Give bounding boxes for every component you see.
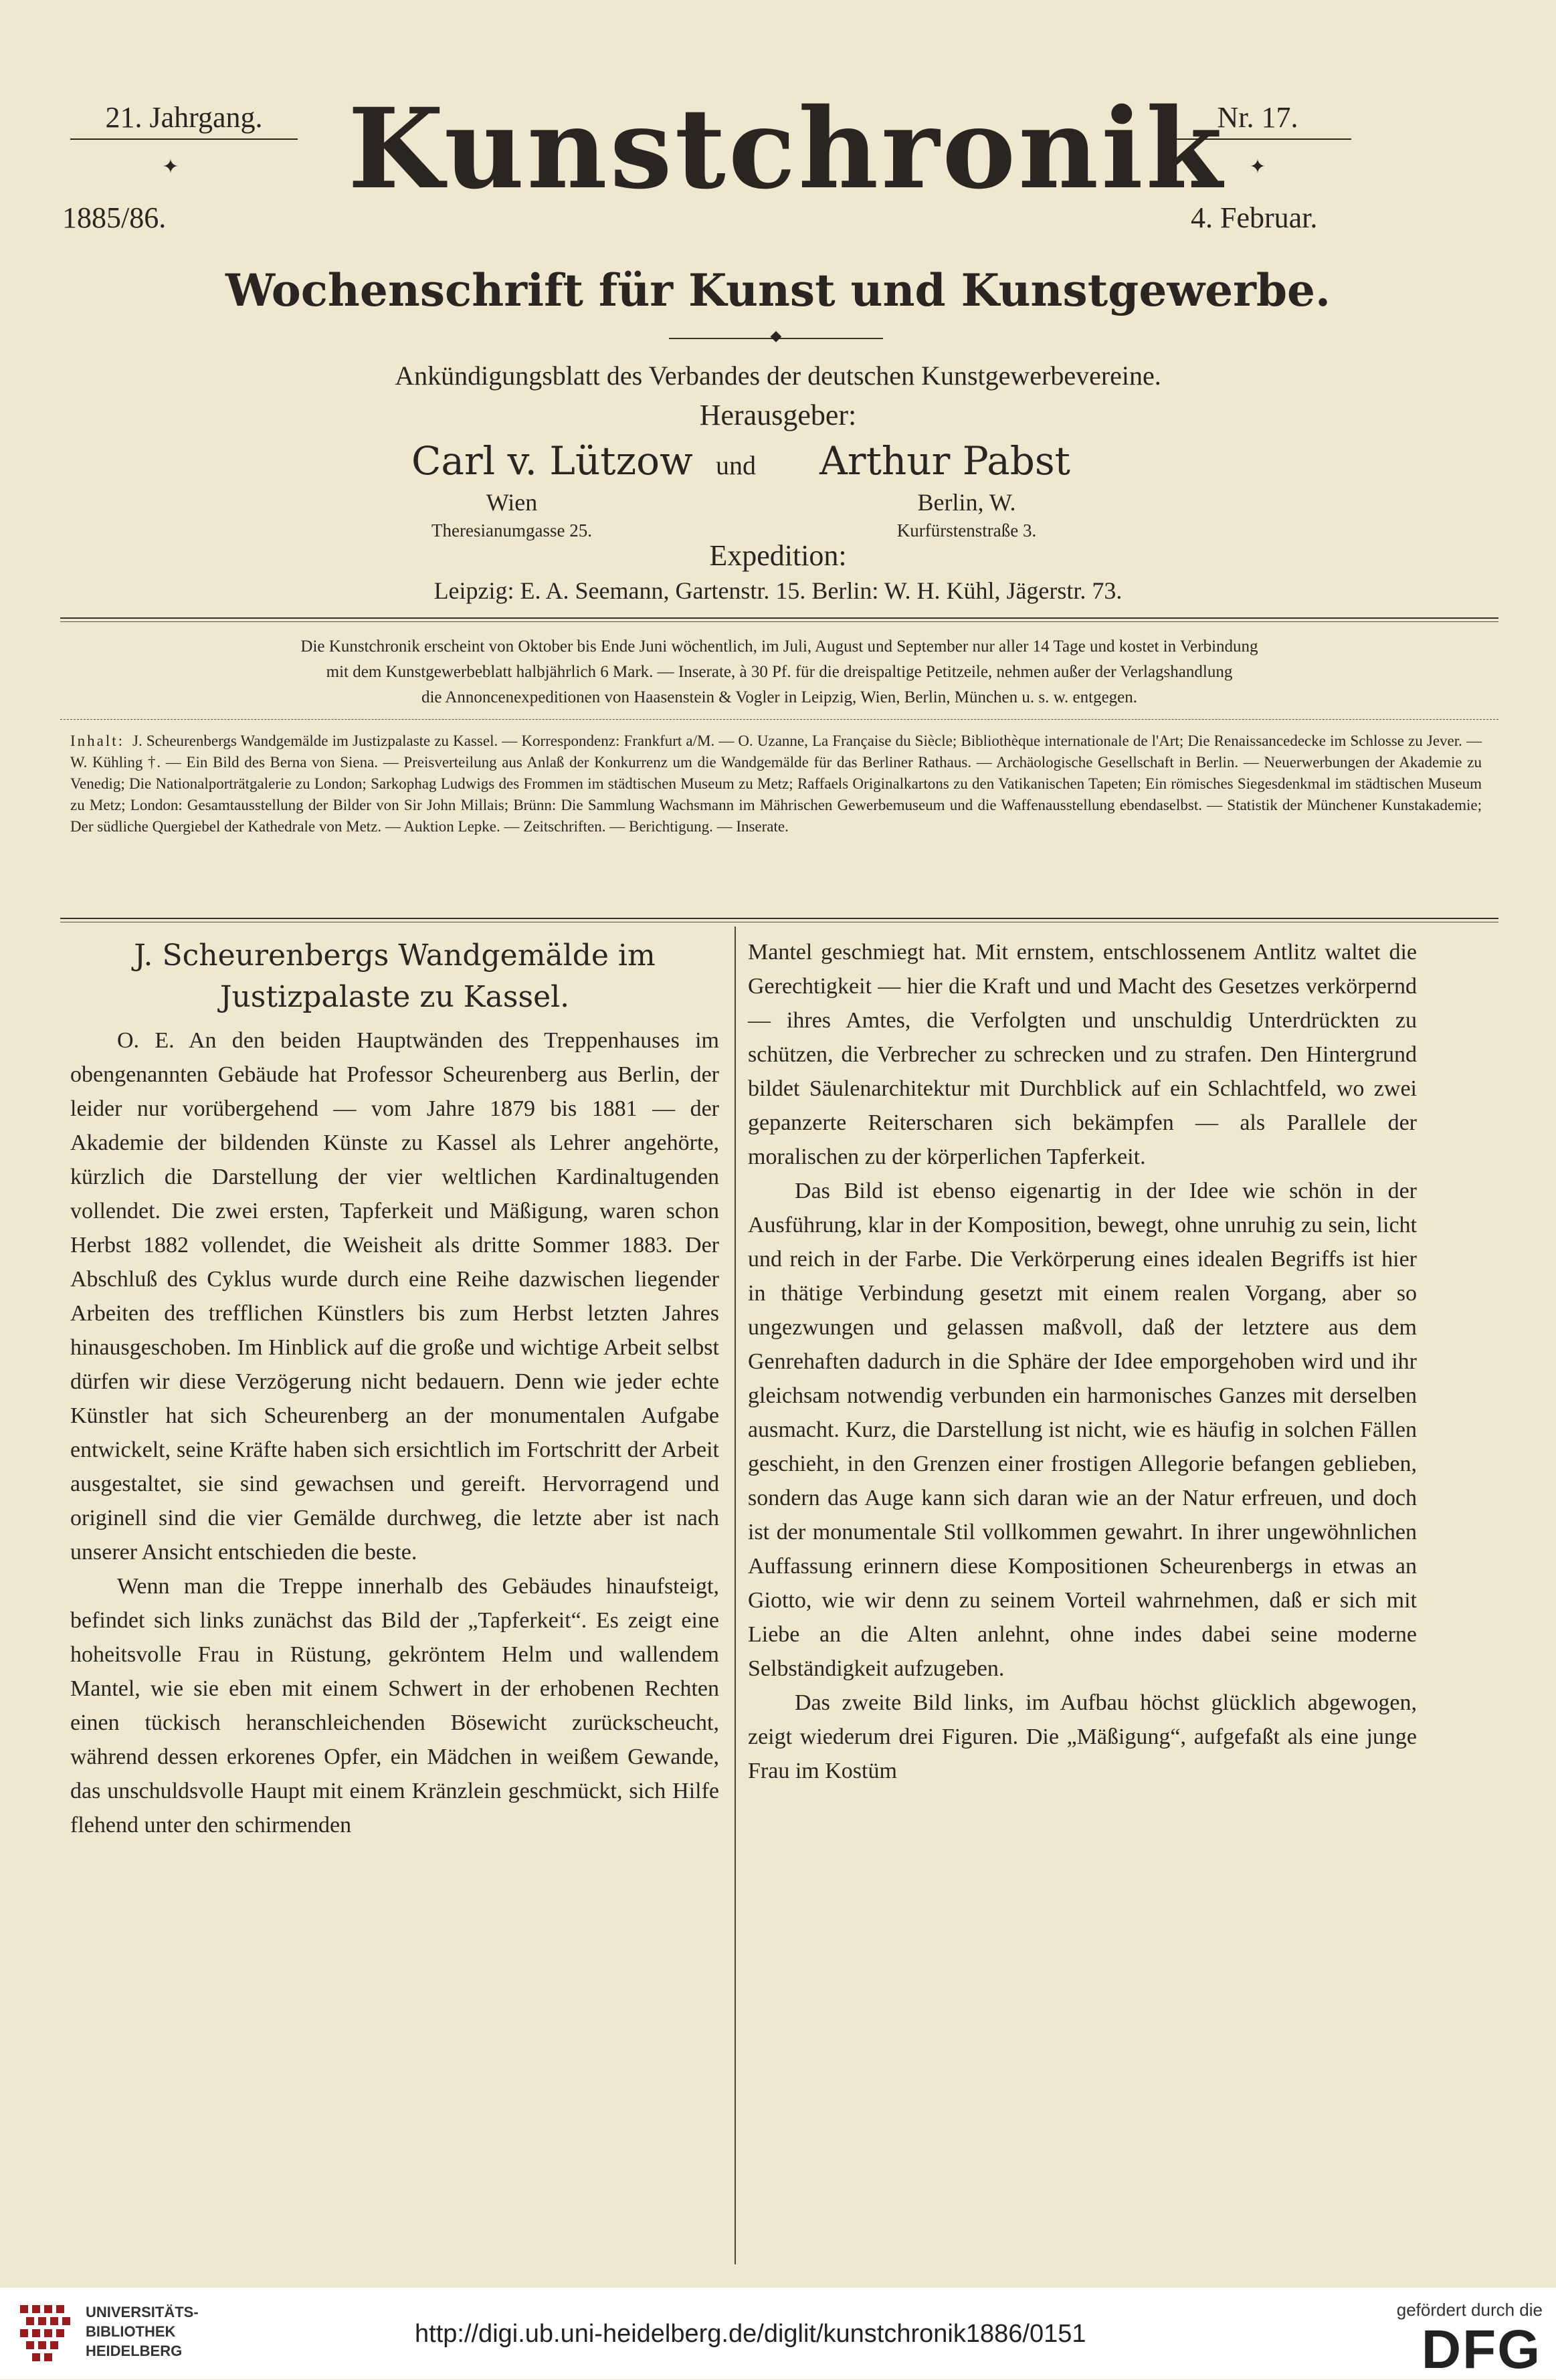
expedition-addresses: Leipzig: E. A. Seemann, Gartenstr. 15. Berlin: W. H. Kühl, Jägerstr. 73. [433, 577, 1123, 604]
article-title: J. Scheurenbergs Wandgemälde im Justizpalaste zu Kassel. [134, 938, 656, 1014]
editor-address: Kurfürstenstraße 3. [896, 520, 1037, 540]
dfg-logo: DFG [1421, 2319, 1541, 2380]
notice-line: Die Kunstchronik erscheint von Oktober bis Ende Juni wöchentlich, im Juli, August und September nur aller 14 Tage und kostet in Verbindung [300, 637, 1258, 656]
article-paragraph: Wenn man die Treppe innerhalb des Gebäudes hinaufsteigt, befindet sich links zunächst das Bild der „Tapferkeit“. Es zeigt eine hoheitsvolle Frau in Rüstung, gekröntem Helm und wallendem Mantel, wie sie eben mit einem Schwert in der erhobenen Rechten einen tückisch heranschleichenden Bösewicht zurückscheucht, während dessen erkorenes Opfer, ein Mädchen in weißem Gewande, das unschuldsvolle Haupt mit einem Kränzlein geschmückt, sich Hilfe flehend unter den schirmenden [70, 1574, 719, 1838]
ornament-star-icon: ✦ [1249, 156, 1266, 178]
announcement-line: Ankündigungsblatt des Verbandes der deutschen Kunstgewerbevereine. [395, 361, 1161, 391]
editor-name: Arthur Pabst [819, 438, 1070, 484]
digitization-footer [0, 2288, 1556, 2379]
article-paragraph: Das zweite Bild links, im Aufbau höchst glücklich abgewogen, zeigt wiederum drei Figuren. Die „Mäßigung“, aufgefaßt als eine junge Frau im Kostüm [748, 1690, 1417, 1783]
year-range: 1885/86. [62, 201, 167, 234]
university-library-name [86, 2302, 199, 2361]
issue-number: Nr. 17. [1164, 100, 1351, 140]
masthead-subtitle: Wochenschrift für Kunst und Kunstgewerbe. [225, 264, 1331, 316]
ornament-star-icon: ✦ [162, 156, 179, 178]
article-paragraph: O. E. An den beiden Hauptwänden des Treppenhauses im obengenannten Gebäude hat Professor Scheurenberg aus Berlin, der leider nur vorübergehend — vom Jahre 1879 bis 1881 — der Akademie der bildenden Künste zu Kassel als Lehrer angehörte, kürzlich die Darstellung der vier weltlichen Kardinaltugenden vollendet. Die zwei ersten, Tapferkeit und Mäßigung, waren schon Herbst 1882 vollendet, die Weisheit als dritte Sommer 1883. Der Abschluß des Cyklus wurde durch eine Reihe dazwischen liegender Arbeiten des trefflichen Künstlers bis zum Herbst letzten Jahres hinausgeschoben. Im Hinblick auf die große und wichtige Arbeit selbst dürfen wir diese Verzögerung nicht bedauern. Denn wie jeder echte Künstler hat sich Scheurenberg an der monumentalen Aufgabe entwickelt, seine Kräfte haben sich ersichtlich im Fortschritt der Arbeit ausgestaltet, sie sind gewachsen und gereift. Hervorragend und originell sind die vier Gemälde durchweg, die letzte aber ist nach unserer Ansicht entschieden die beste. [70, 1028, 719, 1565]
conjunction: und [716, 450, 756, 480]
divider [60, 918, 1498, 919]
contents-label: Inhalt: [70, 732, 125, 749]
divider [60, 617, 1498, 619]
editor-city: Wien [486, 489, 538, 516]
divider [60, 719, 1498, 720]
expedition-label: Expedition: [709, 539, 847, 572]
notice-line: mit dem Kunstgewerbeblatt halbjährlich 6 Mark. — Inserate, à 30 Pf. für die dreispaltige Petitzeile, nehmen außer der Verlagshandlung [326, 663, 1233, 681]
university-seal-icon [16, 2300, 78, 2367]
article-column-left [70, 935, 719, 1842]
notice-line: die Annoncenexpeditionen von Haasenstein & Vogler in Leipzig, Wien, Berlin, München u. s. w. entgegen. [421, 688, 1138, 706]
divider [60, 621, 1498, 622]
article-paragraph: Mantel geschmiegt hat. Mit ernstem, entschlossenem Antlitz waltet die Gerechtigkeit — hier die Kraft und und Macht des Gesetzes verkörpernd — ihres Amtes, die Verfolgten und unschuldig Unterdrückten zu schützen, die Verbrecher zu schrecken und zu strafen. Den Hintergrund bildet Säulenarchitektur mit Durchblick auf ein Schlachtfeld, wo zwei gepanzerte Reiterscharen sich bekämpfen — als Parallele der moralischen zu der körperlichen Tapferkeit. [748, 940, 1417, 1169]
issue-date: 4. Februar. [1191, 201, 1318, 234]
jahrgang: 21. Jahrgang. [70, 100, 298, 140]
contents-text: J. Scheurenbergs Wandgemälde im Justizpalaste zu Kassel. — Korrespondenz: Frankfurt a/M. — O. Uzanne, La Française du Siècle; Bibliothèque internationale de l'Art; Die Renaissancedecke im Schlosse zu Jever. — W. Kühling †. — Ein Bild des Berna von Siena. — Preisverteilung aus Anlaß der Konkurrenz um die Wandgemälde für das Berliner Rathaus. — Archäologische Gesellschaft in Berlin. — Neuerwerbungen der Akademie zu Venedig; Die Nationalporträtgalerie zu London; Sarkophag Ludwigs des Frommen im städtischen Museum zu Metz; Raffaels Originalkartons zu den Vatikanischen Tapeten; Ein römisches Siegesdenkmal im städtischen Museum zu Metz; London: Gesamtausstellung der Bilder von Sir John Millais; Brünn: Die Sammlung Wachsmann im Mährischen Gewerbemuseum und die Waffenausstellung ebendaselbst. — Statistik der Münchener Kunstakademie; Der südliche Quergiebel der Kathedrale von Metz. — Auktion Lepke. — Zeitschriften. — Berichtigung. — Inserate. [70, 732, 1482, 835]
table-of-contents [70, 730, 1482, 837]
editor-name: Carl v. Lützow [411, 438, 693, 484]
source-url-link[interactable]: http://digi.ub.uni-heidelberg.de/diglit/kunstchronik1886/0151 [415, 2320, 1086, 2348]
divider-ornament-icon: ◆ [770, 328, 782, 344]
article-paragraph: Das Bild ist ebenso eigenartig in der Idee wie schön in der Ausführung, klar in der Komposition, bewegt, ohne unruhig zu sein, licht und reich in der Farbe. Die Verkörperung eines idealen Begriffs ist hier in thätige Verbindung gesetzt mit einem realen Vorgang, aber so ungezwungen und gelassen maßvoll, daß der letztere aus dem Genrehaften dadurch in die Sphäre der Idee emporgehoben wird und ihr gleichsam notwendig verbunden ein harmonisches Ganzes mit derselben ausmacht. Kurz, die Darstellung ist nicht, wie es häufig in solchen Fällen geschieht, in den Grenzen einer frostigen Allegorie befangen geblieben, sondern das Auge kann sich daran wie an der Natur erfreuen, und doch ist der monumentale Stil vollkommen gewahrt. In ihrer ungewöhnlichen Auffassung erinnern diese Kompositionen Scheurenbergs in etwas an Giotto, wie wir denn zu seinem Vorteil wahrnehmen, daß er sich mit Liebe an die Alten anlehnt, ohne indes dabei seine moderne Selbständigkeit aufzugeben. [748, 1179, 1417, 1681]
library-name-line: UNIVERSITÄTS- [86, 2304, 199, 2320]
funding-label: gefördert durch die [1396, 2300, 1543, 2320]
subscription-notice [60, 634, 1498, 710]
column-divider [735, 926, 736, 2264]
masthead-title: Kunstchronik [348, 84, 1226, 213]
editor-city: Berlin, W. [917, 489, 1016, 516]
library-name-line: HEIDELBERG [86, 2343, 183, 2359]
article-column-right [748, 935, 1417, 1788]
library-name-line: BIBLIOTHEK [86, 2323, 176, 2340]
publisher-label: Herausgeber: [699, 399, 857, 431]
editor-address: Theresianumgasse 25. [431, 520, 592, 540]
